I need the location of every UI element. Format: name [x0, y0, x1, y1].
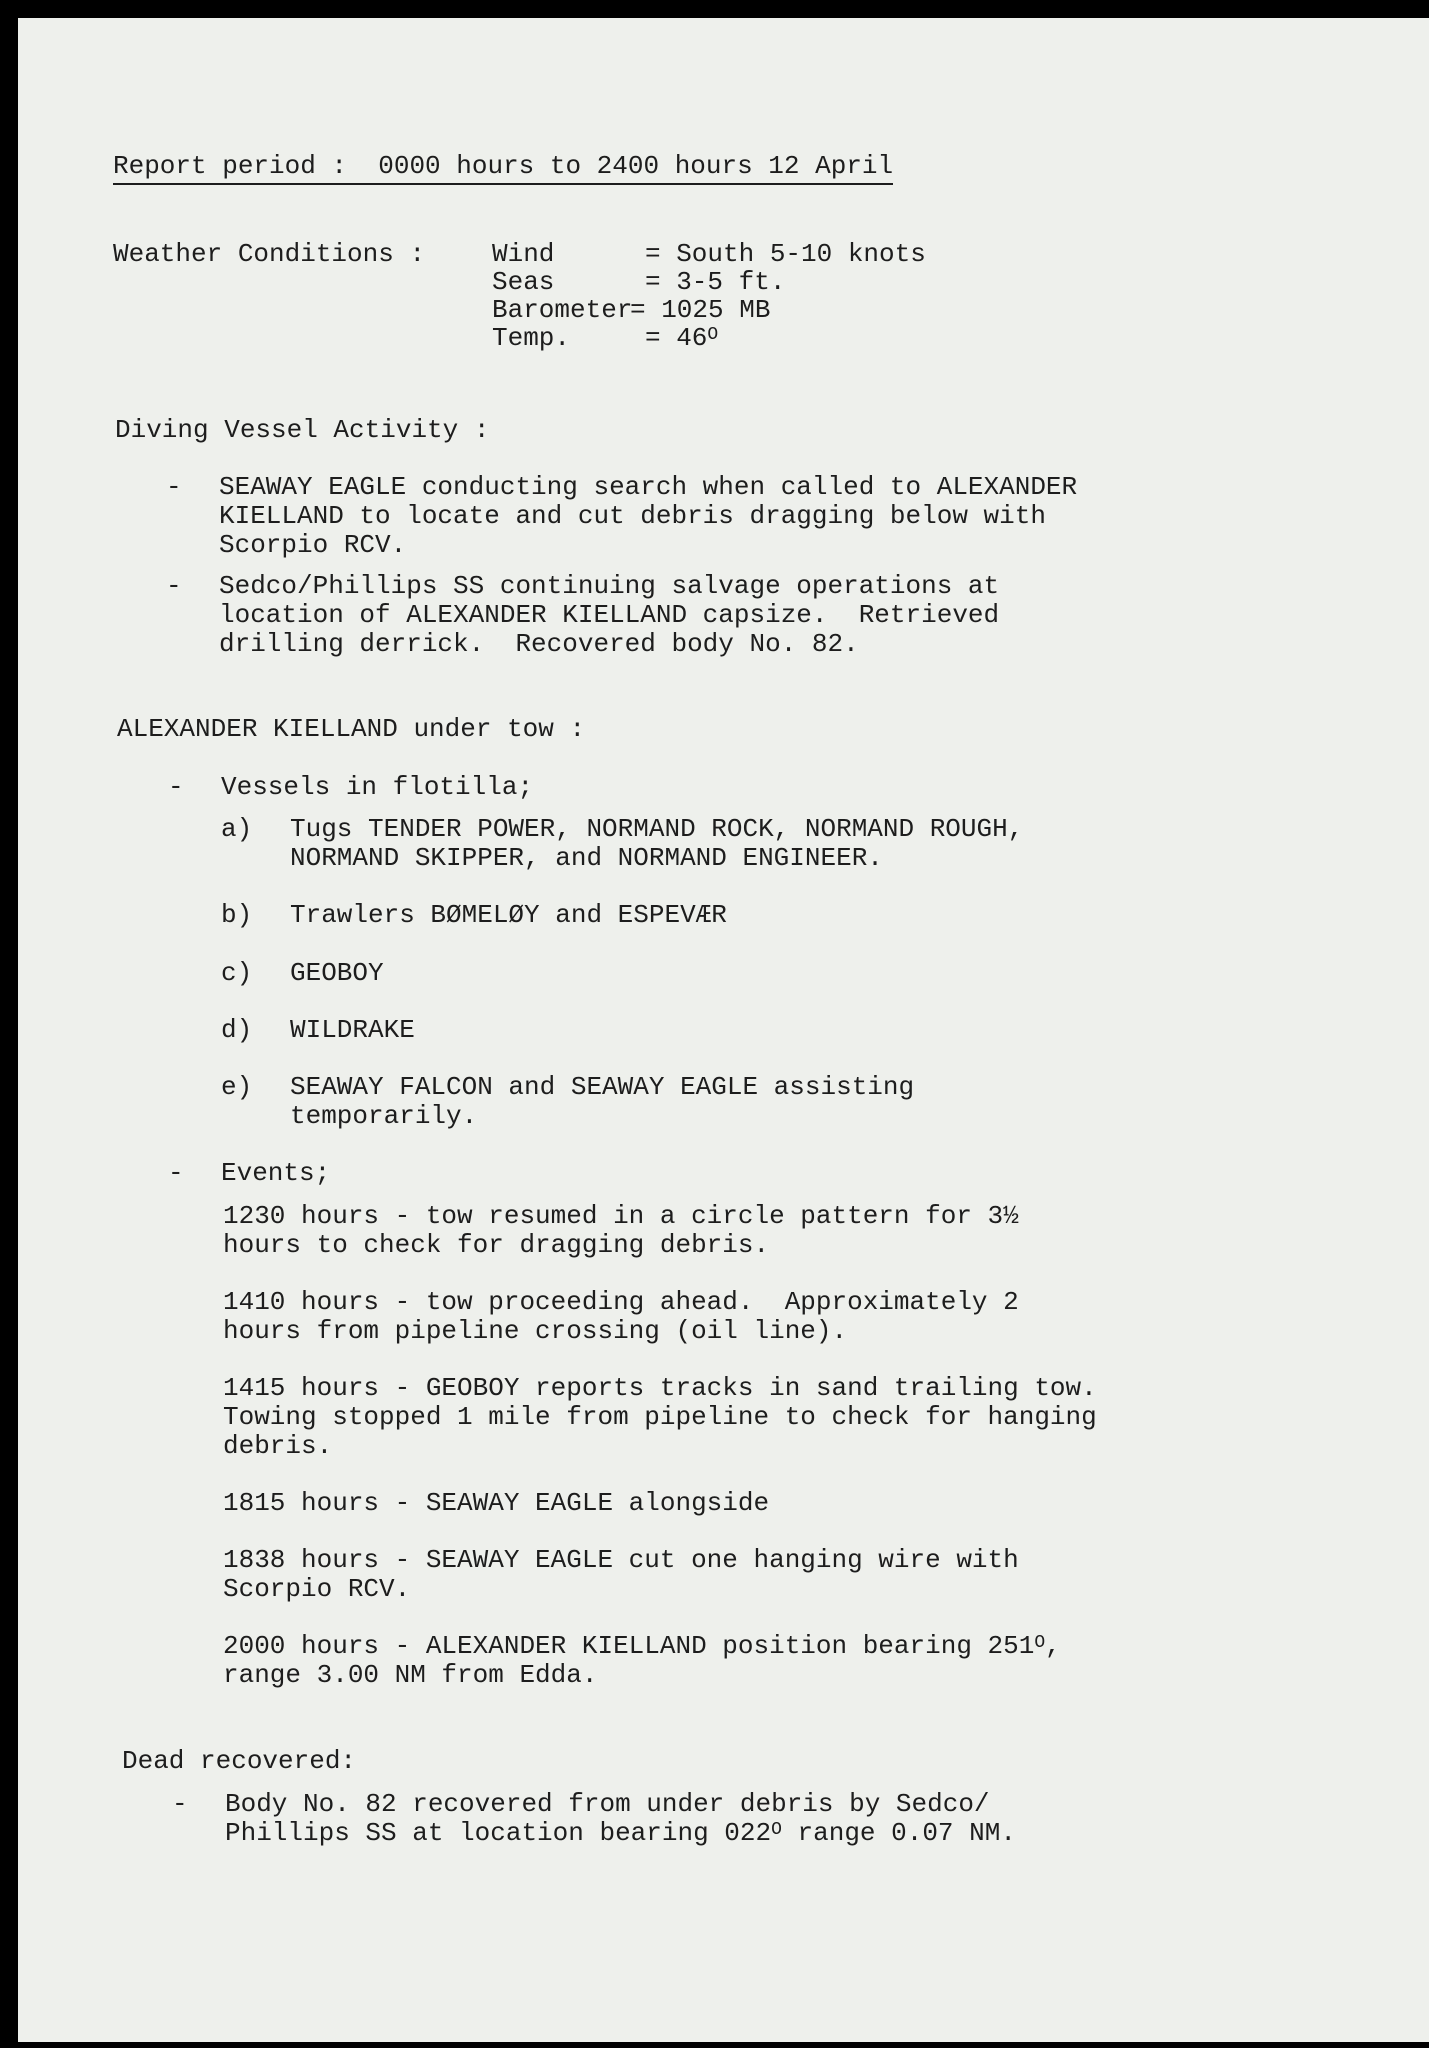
barometer-value: = 1025 MB [630, 295, 771, 325]
event-1-line-2: hours to check for dragging debris. [223, 1230, 770, 1260]
vessel-e-line-1: SEAWAY FALCON and SEAWAY EAGLE assisting [290, 1072, 915, 1102]
wind-value: = South 5-10 knots [645, 239, 926, 269]
dead-line-2: Phillips SS at location bearing $022^O$ range 0.07 NM. [225, 1818, 1016, 1848]
barometer-label: Barometer [492, 295, 633, 325]
temp-degree-mark: O [707, 325, 719, 345]
dead-line-1: Body No. 82 recovered from under debris by Sedco/ [225, 1789, 990, 1819]
event-1-line-1: 1230 hours - tow resumed in a circle pattern for 3½ [223, 1201, 1019, 1231]
vessel-b-letter: b) [221, 900, 253, 930]
temp-label: Temp. [492, 323, 571, 353]
events-heading: Events; [221, 1158, 331, 1188]
event-3-line-2: Towing stopped 1 mile from pipeline to check for hanging [223, 1402, 1097, 1432]
diving-item-2-line-2: location of ALEXANDER KIELLAND capsize. Retrieved [219, 600, 1000, 630]
event-3-line-1: 1415 hours - GEOBOY reports tracks in sand trailing tow. [223, 1373, 1097, 1403]
document-page [18, 18, 1429, 2042]
event-2-line-2: hours from pipeline crossing (oil line). [223, 1316, 848, 1346]
diving-item-1-line-3: Scorpio RCV. [219, 530, 407, 560]
diving-item-2-line-3: drilling derrick. Recovered body No. 82. [219, 629, 859, 659]
seas-label: Seas [492, 267, 555, 297]
vessel-a-letter: a) [221, 814, 253, 844]
vessel-a-line-2: NORMAND SKIPPER, and NORMAND ENGINEER. [290, 843, 883, 873]
vessel-d-line-1: WILDRAKE [290, 1015, 415, 1045]
dead-heading: Dead recovered: [122, 1746, 357, 1776]
vessel-b-line-1: Trawlers BØMELØY and ESPEVÆR [290, 900, 727, 930]
seas-value: = 3-5 ft. [645, 267, 786, 297]
event-6-line-1: 2000 hours - ALEXANDER KIELLAND position bearing $251^O$, [223, 1631, 1061, 1661]
diving-item-1-line-1: SEAWAY EAGLE conducting search when called to ALEXANDER [219, 472, 1078, 502]
vessel-c-letter: c) [221, 958, 253, 988]
vessels-heading: Vessels in flotilla; [221, 772, 534, 802]
diving-item-2-line-1: Sedco/Phillips SS continuing salvage operations at [219, 571, 1000, 601]
degree-mark: O [771, 1820, 782, 1840]
event-3-line-3: debris. [223, 1431, 333, 1461]
event-5-line-1: 1838 hours - SEAWAY EAGLE cut one hanging wire with [223, 1545, 1019, 1575]
diving-item-1-line-2: KIELLAND to locate and cut debris dragging below with [219, 501, 1046, 531]
event-4-line-1: 1815 hours - SEAWAY EAGLE alongside [223, 1488, 770, 1518]
diving-heading: Diving Vessel Activity : [115, 415, 490, 445]
vessel-d-letter: d) [221, 1015, 253, 1045]
event-2-line-1: 1410 hours - tow proceeding ahead. Approximately 2 [223, 1287, 1019, 1317]
tow-heading: ALEXANDER KIELLAND under tow : [117, 714, 586, 744]
vessel-a-line-1: Tugs TENDER POWER, NORMAND ROCK, NORMAND ROUGH, [290, 814, 1024, 844]
weather-heading: Weather Conditions : [113, 239, 426, 269]
vessel-e-line-2: temporarily. [290, 1101, 478, 1131]
wind-label: Wind [492, 239, 555, 269]
bullet-dash: - [172, 1789, 188, 1819]
bullet-dash: - [168, 772, 184, 802]
bullet-dash: - [166, 571, 182, 601]
event-6-line-2: range 3.00 NM from Edda. [223, 1660, 598, 1690]
report-period-heading: Report period : 0000 hours to 2400 hours 12 April [113, 152, 893, 185]
degree-mark: O [1034, 1633, 1046, 1653]
vessel-e-letter: e) [221, 1072, 253, 1102]
vessel-c-line-1: GEOBOY [290, 958, 384, 988]
bullet-dash: - [166, 472, 182, 502]
bullet-dash: - [168, 1158, 184, 1188]
temp-value: = $46^O$ [645, 323, 719, 353]
event-5-line-2: Scorpio RCV. [223, 1574, 411, 1604]
